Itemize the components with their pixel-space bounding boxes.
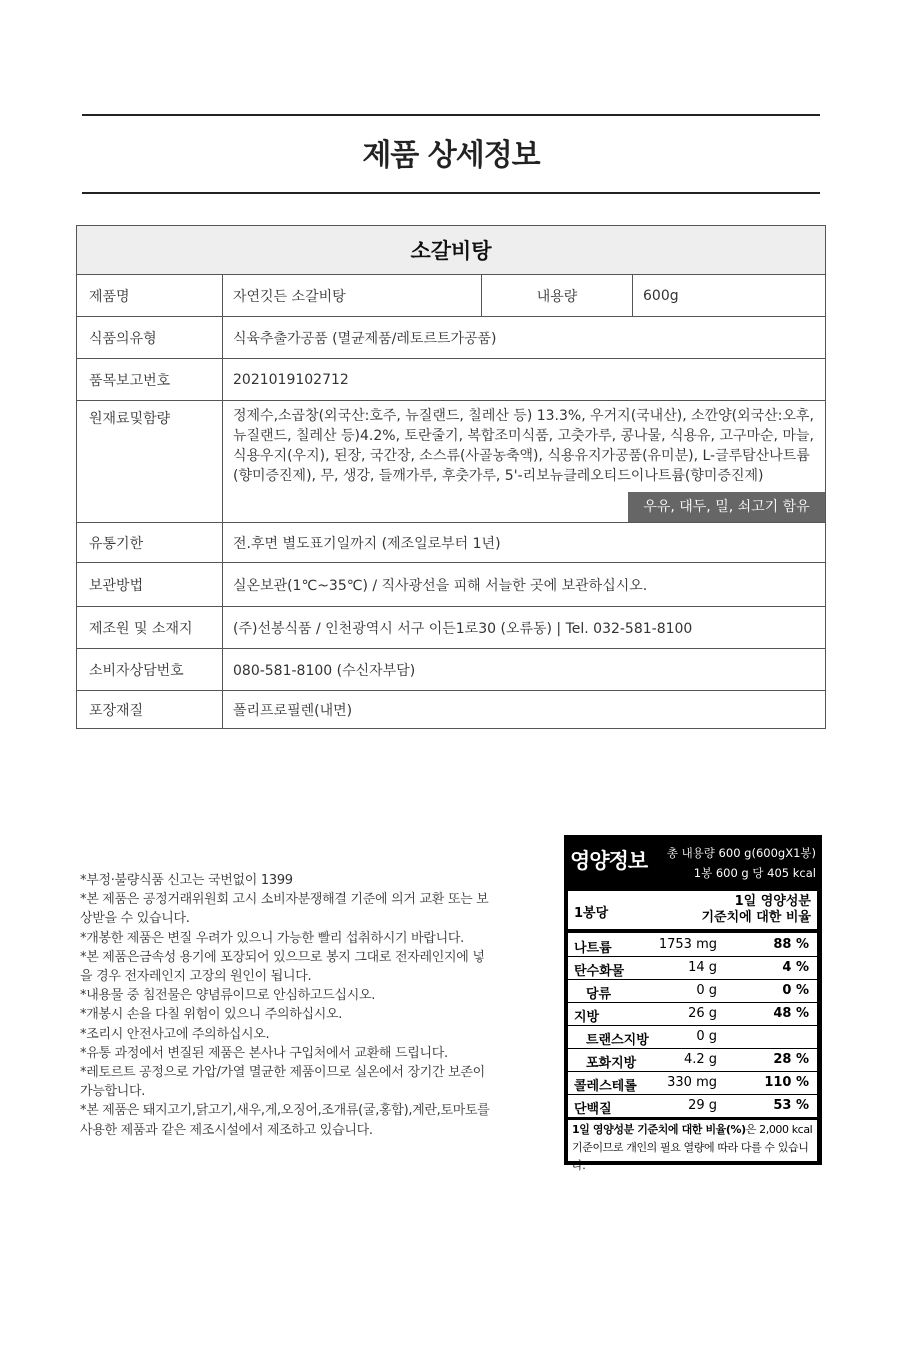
nutrient-name: 포화지방: [586, 1056, 637, 1071]
nutrient-name: 지방: [574, 1010, 600, 1025]
volume-label: 내용량: [482, 275, 633, 317]
ingredients-label: 원재료및함량: [77, 401, 223, 523]
top-divider: [82, 114, 820, 116]
nutrient-percent: 48 %: [773, 1006, 809, 1021]
consumer-label: 소비자상담번호: [77, 649, 223, 691]
ingredients-value: 정제수,소곱창(외국산:호주, 뉴질랜드, 칠레산 등) 13.3%, 우거지(국내산), 소깐양(외국산:오후, 뉴질랜드, 칠레산 등)4.2%, 토란줄기, 복합조미식품, 고춧가루, 콩나물, 식용유, 고구마순, 마늘, 식용우지(우지), 된장, 국간장, 소스류(사골농축액), 식용유지가공품(유미분), L-글루탐산나트륨(향미증진제), 무, 생강, 들깨가루, 후춧가루, 5'-리보뉴클레오티드이나트륨(향미증진제): [233, 408, 814, 484]
nutrition-header-row: [568, 891, 817, 933]
nutrition-title: 영양정보: [570, 849, 648, 873]
nutrition-facts-panel: [564, 835, 822, 1172]
nutrient-percent: 4 %: [782, 960, 809, 975]
nutrient-amount: 26 g: [688, 1006, 717, 1021]
footnote-text-1: 은 2,000 kcal: [745, 1123, 813, 1136]
notice-item: *본 제품은 돼지고기,닭고기,새우,게,오징어,조개류(굴,홍합),계란,토마토를 사용한 제품과 같은 제조시설에서 제조하고 있습니다.: [80, 1103, 490, 1138]
maker-label: 제조원 및 소재지: [77, 607, 223, 649]
volume-value: 600g: [633, 275, 826, 317]
notice-item: *개봉시 손을 다칠 위험이 있으니 주의하십시오.: [80, 1007, 343, 1023]
daily-value-header: [701, 894, 811, 926]
nutrient-percent: 28 %: [773, 1052, 809, 1067]
packaging-label: 포장재질: [77, 691, 223, 729]
nutrient-amount: 14 g: [688, 960, 717, 975]
notice-item: *조리시 안전사고에 주의하십시오.: [80, 1026, 270, 1042]
nutrient-name: 단백질: [574, 1102, 612, 1117]
nutrient-row-saturated-fat: [568, 1049, 817, 1072]
footnote-text-2: 기준이므로 개인의 필요 열량에 따라 다를 수 있습니다.: [572, 1141, 809, 1172]
product-table-header: 소갈비탕: [77, 226, 826, 275]
nutrient-percent: 88 %: [773, 937, 809, 952]
expiry-label: 유통기한: [77, 523, 223, 563]
daily-value-header-1: 1일 영양성분: [734, 894, 811, 909]
nutrient-percent: 0 %: [782, 983, 809, 998]
expiry-value: 전.후면 별도표기일까지 (제조일로부터 1년): [223, 523, 826, 563]
nutrient-amount: 330 mg: [667, 1075, 717, 1090]
report-no-label: 품목보고번호: [77, 359, 223, 401]
notice-item: *개봉한 제품은 변질 우려가 있으니 가능한 빨리 섭취하시기 바랍니다.: [80, 930, 464, 946]
notice-item: *본 제품은금속성 용기에 포장되어 있으므로 봉지 그대로 전자레인지에 넣을 경우 전자레인지 고장의 원인이 됩니다.: [80, 949, 485, 985]
nutrient-name: 당류: [586, 987, 612, 1002]
nutrient-amount: 1753 mg: [658, 937, 717, 952]
ingredients-cell: [223, 401, 826, 523]
nutrition-total-line2: 1봉 600 g 당 405 kcal: [693, 866, 816, 880]
product-name-label: 제품명: [77, 275, 223, 317]
nutrient-row-sugars: [568, 980, 817, 1003]
report-no-value: 2021019102712: [223, 359, 826, 401]
nutrition-footnote: [572, 1121, 815, 1175]
food-type-value: 식육추출가공품 (멸균제품/레토르트가공품): [223, 317, 826, 359]
food-type-label: 식품의유형: [77, 317, 223, 359]
nutrient-amount: 4.2 g: [683, 1052, 717, 1067]
nutrition-body: [568, 891, 817, 1172]
nutrient-amount: 0 g: [696, 983, 717, 998]
nutrient-amount: 29 g: [688, 1098, 717, 1113]
page-title: 제품 상세정보: [362, 138, 540, 173]
nutrient-name: 트랜스지방: [586, 1033, 649, 1048]
nutrient-row-sodium: [568, 934, 817, 957]
notice-item: *부정·불량식품 신고는 국번없이 1399: [80, 873, 293, 888]
product-info-table: [76, 225, 826, 729]
daily-value-header-2: 기준치에 대한 비율: [701, 910, 811, 925]
product-name-value: 자연깃든 소갈비탕: [223, 275, 482, 317]
nutrient-percent: 110 %: [764, 1075, 809, 1090]
nutrition-total: [667, 843, 816, 883]
notice-item: *레토르트 공정으로 가압/가열 멸균한 제품이므로 실온에서 장기간 보존이 가능합니다.: [80, 1065, 485, 1100]
footnote-bold: 1일 영양성분 기준치에 대한 비율(%): [572, 1123, 746, 1136]
nutrient-percent: 53 %: [773, 1098, 809, 1113]
nutrient-row-fat: [568, 1003, 817, 1026]
nutrient-name: 콜레스테롤: [574, 1079, 637, 1094]
notice-list: [80, 871, 490, 1140]
nutrient-row-cholesterol: [568, 1072, 817, 1095]
nutrient-row-trans-fat: [568, 1026, 817, 1049]
nutrient-row-carbs: [568, 957, 817, 980]
storage-value: 실온보관(1℃~35℃) / 직사광선을 피해 서늘한 곳에 보관하십시오.: [223, 563, 826, 607]
notice-item: *유통 과정에서 변질된 제품은 본사나 구입처에서 교환해 드립니다.: [80, 1045, 448, 1061]
packaging-value: 폴리프로필렌(내면): [223, 691, 826, 729]
nutrient-name: 나트륨: [574, 941, 612, 956]
per-serving-label: 1봉당: [574, 906, 609, 921]
nutrient-amount: 0 g: [696, 1029, 717, 1044]
nutrition-total-line1: 총 내용량 600 g(600gX1봉): [666, 846, 816, 860]
nutrient-row-protein: [568, 1095, 817, 1120]
notice-item: *본 제품은 공정거래위원회 고시 소비자분쟁해결 기준에 의거 교환 또는 보상받을 수 있습니다.: [80, 892, 489, 927]
title-divider: [82, 192, 820, 194]
storage-label: 보관방법: [77, 563, 223, 607]
allergy-badge: 우유, 대두, 밀, 쇠고기 함유: [628, 492, 825, 522]
consumer-value: 080-581-8100 (수신자부담): [223, 649, 826, 691]
notice-item: *내용물 중 침전물은 양념류이므로 안심하고드십시오.: [80, 988, 376, 1004]
nutrient-name: 탄수화물: [574, 964, 625, 979]
maker-value: (주)선봉식품 / 인천광역시 서구 이든1로30 (오류동) | Tel. 032-581-8100: [223, 607, 826, 649]
